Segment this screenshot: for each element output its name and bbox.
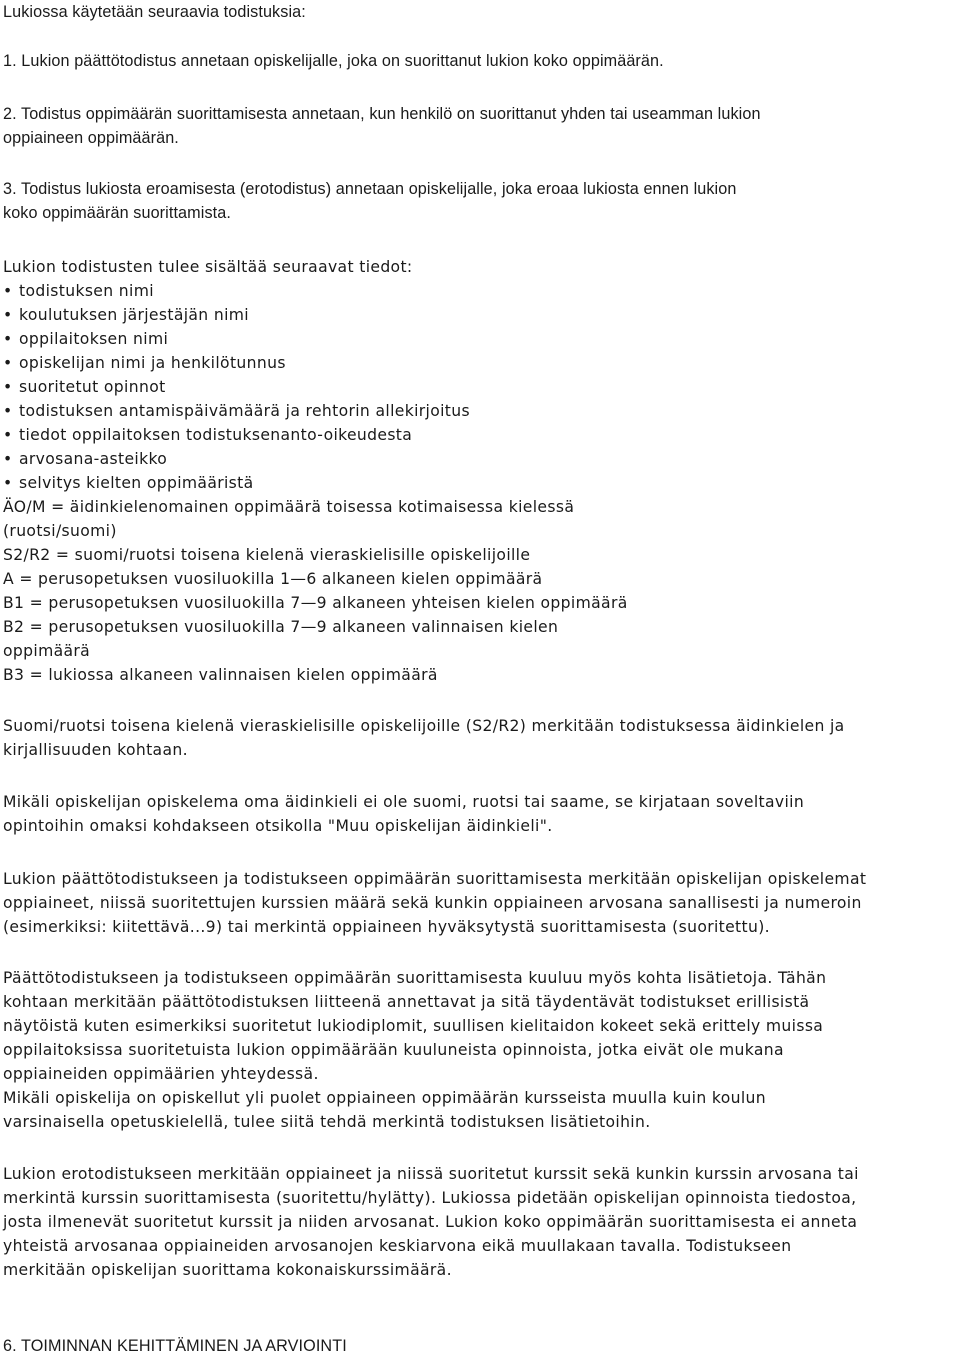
syllabus-line: A = perusopetuksen vuosiluokilla 1—6 alkaneen kielen oppimäärä: [3, 570, 543, 588]
bullet-icon: •: [3, 306, 13, 324]
info-list-item: • oppilaitoksen nimi: [3, 327, 168, 351]
paragraph-resignation-line: merkintä kurssin suorittamisesta (suoritettu/hylätty). Lukiossa pidetään opiskelijan opinnoista tiedostoa,: [3, 1189, 857, 1207]
paragraph-additional-line: varsinaisella opetuskielellä, tulee siitä tehdä merkintä todistuksen lisätietoihin.: [3, 1113, 651, 1131]
paragraph-additional-line: Mikäli opiskelija on opiskellut yli puolet oppiaineen oppimäärän kursseista muulla kuin koulun: [3, 1089, 766, 1107]
syllabus-line: S2/R2 = suomi/ruotsi toisena kielenä vieraskielisille opiskelijoille: [3, 546, 531, 564]
syllabus-line: (ruotsi/suomi): [3, 522, 117, 540]
paragraph-additional-line: kohtaan merkitään päättötodistuksen liitteenä annettavat ja sitä täydentävät todistukset erillisistä: [3, 993, 810, 1011]
cert-item-2: 2. Todistus oppimäärän suorittamisesta annetaan, kun henkilö on suorittanut yhden tai useamman lukion: [3, 105, 761, 123]
syllabus-line: B1 = perusopetuksen vuosiluokilla 7—9 alkaneen yhteisen kielen oppimäärä: [3, 594, 628, 612]
cert-item-1: 1. Lukion päättötodistus annetaan opiskelijalle, joka on suorittanut lukion koko oppimäärän.: [3, 52, 664, 70]
syllabus-line: ÄO/M = äidinkielenomainen oppimäärä toisessa kotimaisessa kielessä: [3, 498, 575, 516]
info-list-item: • todistuksen nimi: [3, 279, 154, 303]
syllabus-line: B2 = perusopetuksen vuosiluokilla 7—9 alkaneen valinnaisen kielen: [3, 618, 559, 636]
info-list-item: • suoritetut opinnot: [3, 375, 166, 399]
paragraph-resignation-line: yhteistä arvosanaa oppiaineiden arvosanojen keskiarvona eikä muullakaan tavalla. Todistukseen: [3, 1237, 792, 1255]
bullet-icon: •: [3, 282, 13, 300]
paragraph-mother-tongue-line: Mikäli opiskelijan opiskelema oma äidinkieli ei ole suomi, ruotsi tai saame, se kirjataan soveltaviin: [3, 793, 805, 811]
cert-item-2-cont: oppiaineen oppimäärän.: [3, 129, 179, 147]
info-heading: Lukion todistusten tulee sisältää seuraavat tiedot:: [3, 258, 413, 276]
bullet-icon: •: [3, 354, 13, 372]
cert-item-3-cont: koko oppimäärän suorittamista.: [3, 204, 231, 222]
paragraph-s2-line: Suomi/ruotsi toisena kielenä vieraskielisille opiskelijoille (S2/R2) merkitään todistuksessa äidinkielen ja: [3, 717, 845, 735]
bullet-icon: •: [3, 426, 13, 444]
info-list-item: • selvitys kielten oppimääristä: [3, 471, 254, 495]
bullet-icon: •: [3, 450, 13, 468]
info-list-item: • tiedot oppilaitoksen todistuksenanto-oikeudesta: [3, 423, 412, 447]
cert-item-3: 3. Todistus lukiosta eroamisesta (erotodistus) annetaan opiskelijalle, joka eroaa lukiosta ennen lukion: [3, 180, 737, 198]
syllabus-line: oppimäärä: [3, 642, 91, 660]
paragraph-subjects-line: Lukion päättötodistukseen ja todistukseen oppimäärän suorittamisesta merkitään opiskelijan opiskelemat: [3, 870, 867, 888]
paragraph-s2-line: kirjallisuuden kohtaan.: [3, 741, 188, 759]
info-list-item: • koulutuksen järjestäjän nimi: [3, 303, 249, 327]
paragraph-subjects-line: oppiaineet, niissä suoritettujen kurssien määrä sekä kunkin oppiaineen arvosana sanallisesti ja numeroin: [3, 894, 862, 912]
paragraph-resignation-line: merkitään opiskelijan suorittama kokonaiskurssimäärä.: [3, 1261, 452, 1279]
section-heading: 6. TOIMINNAN KEHITTÄMINEN JA ARVIOINTI: [3, 1337, 347, 1355]
info-list-item: • arvosana-asteikko: [3, 447, 167, 471]
syllabus-line: B3 = lukiossa alkaneen valinnaisen kielen oppimäärä: [3, 666, 438, 684]
info-list-item: • opiskelijan nimi ja henkilötunnus: [3, 351, 286, 375]
paragraph-additional-line: oppilaitoksissa suoritetuista lukion oppimäärään kuuluneista opinnoista, jotka eivät ole mukana: [3, 1041, 784, 1059]
paragraph-additional-line: näytöistä kuten esimerkiksi suoritetut lukiodiplomit, suullisen kielitaidon kokeet sekä erittely muissa: [3, 1017, 824, 1035]
info-list-item: • todistuksen antamispäivämäärä ja rehtorin allekirjoitus: [3, 399, 470, 423]
intro-text: Lukiossa käytetään seuraavia todistuksia:: [3, 3, 306, 21]
bullet-icon: •: [3, 378, 13, 396]
paragraph-resignation-line: josta ilmenevät suoritetut kurssit ja niiden arvosanat. Lukion koko oppimäärän suorittamisesta ei anneta: [3, 1213, 858, 1231]
paragraph-mother-tongue-line: opintoihin omaksi kohdakseen otsikolla "Muu opiskelijan äidinkieli".: [3, 817, 553, 835]
paragraph-subjects-line: (esimerkiksi: kiitettävä...9) tai merkintä oppiaineen hyväksytystä suorittamisesta (suoritettu).: [3, 918, 770, 936]
bullet-icon: •: [3, 330, 13, 348]
paragraph-additional-line: Päättötodistukseen ja todistukseen oppimäärän suorittamisesta kuuluu myös kohta lisätietoja. Tähän: [3, 969, 827, 987]
paragraph-resignation-line: Lukion erotodistukseen merkitään oppiaineet ja niissä suoritetut kurssit sekä kunkin kurssin arvosana tai: [3, 1165, 859, 1183]
bullet-icon: •: [3, 474, 13, 492]
paragraph-additional-line: oppiaineiden oppimäärien yhteydessä.: [3, 1065, 319, 1083]
bullet-icon: •: [3, 402, 13, 420]
